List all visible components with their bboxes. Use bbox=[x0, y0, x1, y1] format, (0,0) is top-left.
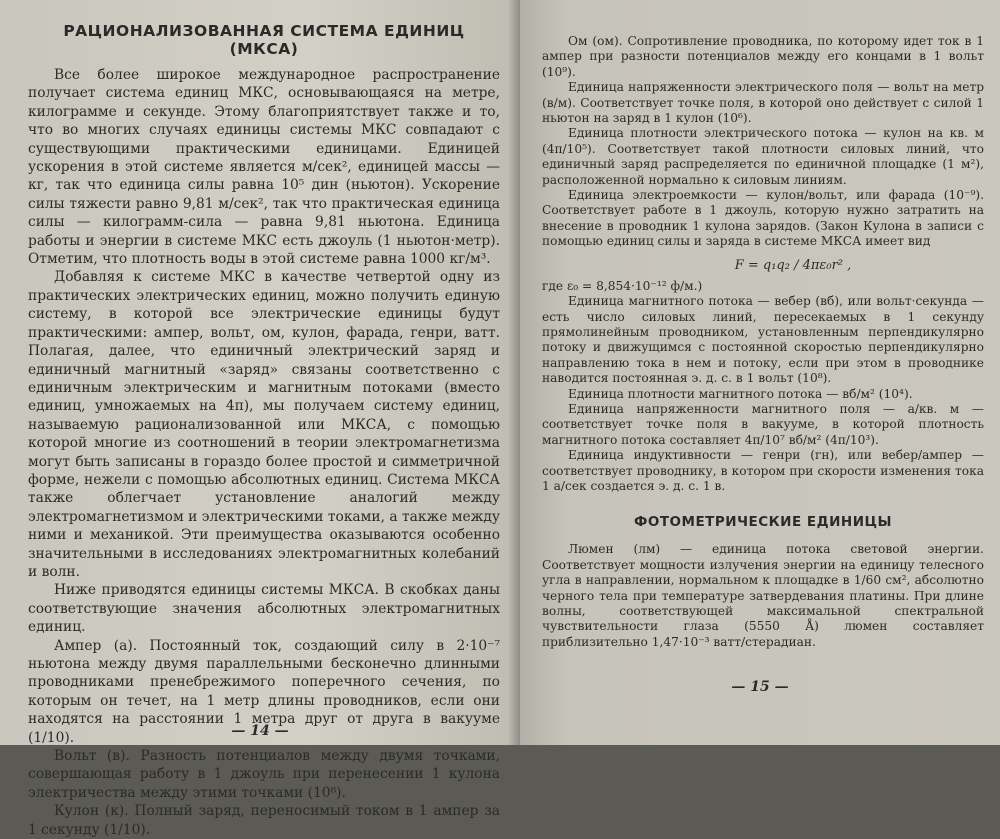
paragraph: Все более широкое международное распространение получает система единиц МКС, основывающаяся на метре, килограмме и секунде. Этому благоприятствует также и то, что во многих случаях единицы системы МКС совпадают с существующими практическими единицами. Единицей ускорения в этой системе является м/сек², единицей массы — кг, так что единица силы равна 10⁵ дин (ньютон). Ускорение силы тяжести равно 9,81 м/сек², так что практическая единица силы — килограмм-сила — равна 9,81 ньютона. Единица работы и энергии в системе МКС есть джоуль (1 ньютон·метр). Отметим, что плотность воды в этой системе равна 1000 кг/м³. bbox=[28, 67, 500, 268]
paragraph: Единица напряженности магнитного поля — а/кв. м — соответствует точке поля в вакууме, в которой плотность магнитного потока составляет 4π/10⁷ вб/м² (4π/10³). bbox=[542, 401, 984, 447]
section-heading-photometric: ФОТОМЕТРИЧЕСКИЕ ЕДИНИЦЫ bbox=[633, 514, 893, 531]
paragraph-ampere: Ампер (а). Постоянный ток, создающий силу в 2·10⁻⁷ ньютона между двумя параллельными бесконечно длинными проводниками пренебрежимого поперечного сечения, по которым он течет, на 1 метр длины проводников, если они находятся на расстоянии 1 метра друг от друга в вакууме (1/10). bbox=[28, 637, 500, 746]
paragraph-lumen: Люмен (лм) — единица потока световой энергии. Соответствует мощности излучения энергии на единицу телесного угла в направлении, нормальном к площадке в 1/60 см², абсолютно черного тела при температуре затвердевания платины. При длине волны, соответствующей максимальной спектральной чувствительности глаза (5550 Å) люмен составляет приблизительно 1,47·10⁻³ ватт/стерадиан. bbox=[542, 542, 984, 649]
paragraph: Добавляя к системе МКС в качестве четвертой одну из практических электрических единиц, можно получить единую систему, в которой все электрические единицы будут практическими: ампер, вольт, ом, кулон, фарада, генри, ватт. Полагая, далее, что единичный электрический заряд и единичный магнитный «заряд» связаны соответственно с единичным электрическим и магнитным потоками (вместо единиц, умножаемых на 4π), мы получаем систему единиц, называемую рационализованной или МКСА, с помощью которой многие из соотношений в теории электромагнетизма могут быть записаны в гораздо более простой и симметричной форме, нежели с помощью абсолютных единиц. Система МКСА также облегчает установление аналогий между электромагнетизмом и электрическими токами, а также между ними и механикой. Эти преимущества оказываются особенно значительными в исследованиях электромагнитных колебаний и волн. bbox=[28, 269, 500, 580]
paragraph: Единица индуктивности — генри (гн), или вебер/ампер — соответствует проводнику, в котором при скорости изменения тока 1 а/сек создается э. д. с. 1 в. bbox=[542, 448, 984, 493]
paragraph: Ниже приводятся единицы системы МКСА. В скобках даны соответствующие значения абсолютных электромагнитных единиц. bbox=[28, 582, 500, 636]
paragraph: Единица плотности магнитного потока — вб/м² (10⁴). bbox=[568, 386, 913, 401]
section-heading: РАЦИОНАЛИЗОВАННАЯ СИСТЕМА ЕДИНИЦ (МКСА) bbox=[63, 22, 465, 58]
paragraph: Единица напряженности электрического поля — вольт на метр (в/м). Соответствует точке поля, в которой оно действует с силой 1 ньютон на заряд в 1 кулон (10⁶). bbox=[542, 80, 984, 126]
paragraph: где ε₀ = 8,854·10⁻¹² ф/м.) bbox=[542, 278, 703, 293]
paragraph: Единица плотности электрического потока — кулон на кв. м (4π/10⁵). Соответствует такой плотности силовых линий, что единичный заряд распределяется по единичной площадке (1 м²), расположенной нормально к силовым линиям. bbox=[542, 126, 984, 187]
paragraph-ohm: Ом (ом). Сопротивление проводника, по которому идет ток в 1 ампер при разности потенциалов между его концами в 1 вольт (10⁹). bbox=[542, 34, 984, 79]
coulomb-law-formula: F = q₁q₂ / 4πε₀r² , bbox=[734, 257, 852, 273]
paragraph: Единица электроемкости — кулон/вольт, или фарада (10⁻⁹). Соответствует работе в 1 джоуль, которую нужно затратить на внесение в проводник 1 кулона зарядов. (Закон Кулона в записи с помощью единиц силы и заряда в системе МКСА имеет вид bbox=[542, 188, 984, 249]
page-number: — 15 — bbox=[731, 679, 789, 695]
paragraph-coulomb: Кулон (к). Полный заряд, переносимый током в 1 ампер за 1 секунду (1/10). bbox=[28, 803, 500, 838]
paragraph-volt: Вольт (в). Разность потенциалов между двумя точками, совершающая работу в 1 джоуль при перенесении 1 кулона электричества между этими точками (10⁸). bbox=[28, 748, 500, 801]
right-page bbox=[520, 0, 1000, 745]
paragraph: Единица магнитного потока — вебер (вб), или вольт·секунда — есть число силовых линий, пересекаемых в 1 секунду прямолинейным проводником, установленным перпендикулярно потоку и движущимся с постоянной скоростью перпендикулярно направлению тока в нем и потоку, если при этом в проводнике наводится постоянная э. д. с. в 1 вольт (10⁸). bbox=[542, 294, 984, 386]
page-number: — 14 — bbox=[231, 723, 289, 739]
